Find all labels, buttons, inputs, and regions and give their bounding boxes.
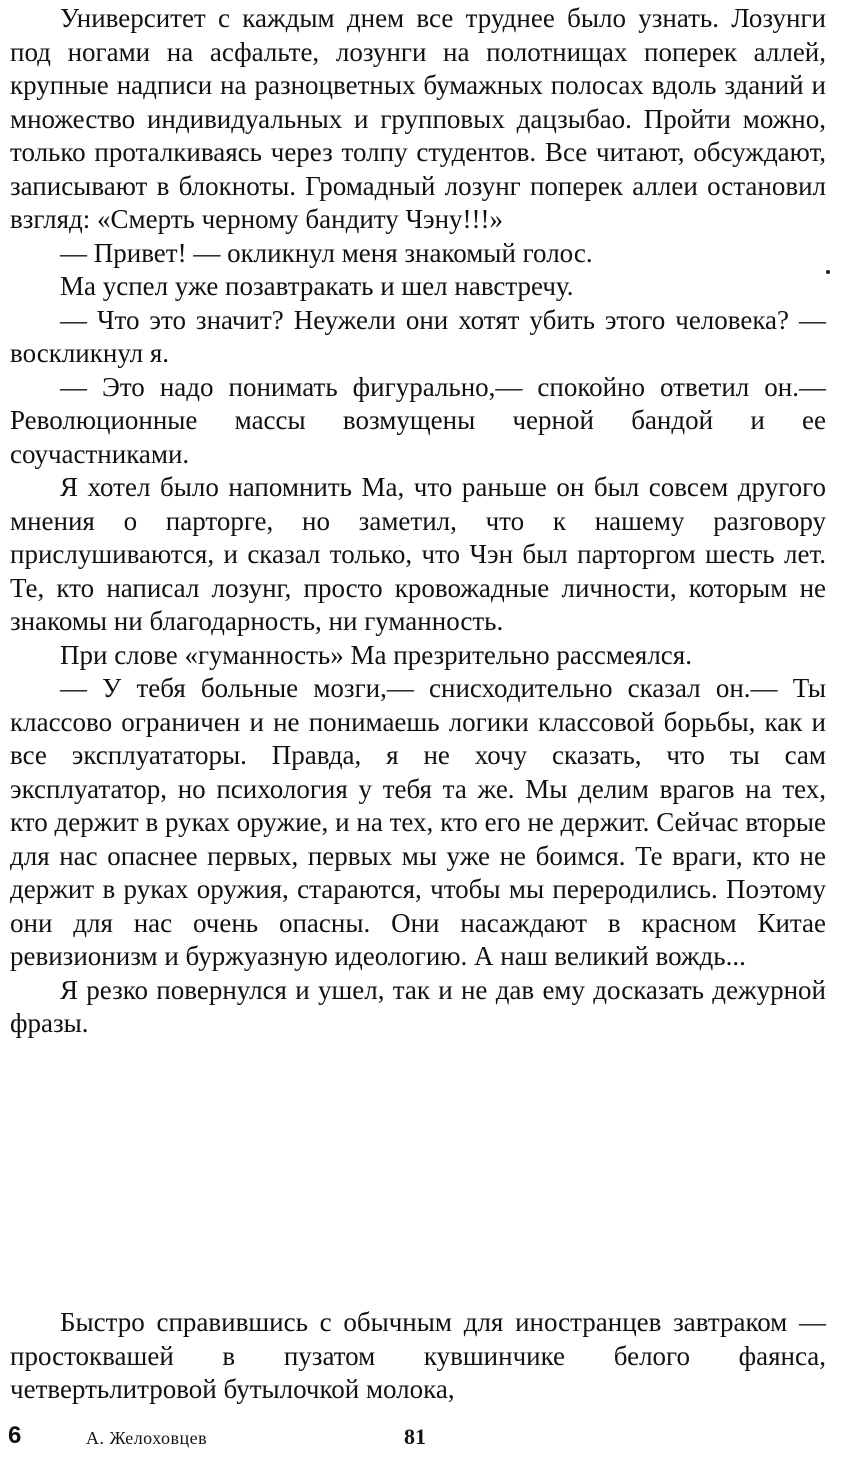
page-number: 81 (404, 1424, 426, 1449)
print-speck (826, 270, 830, 274)
paragraph: Университет с каждым днем все труднее было узнать. Лозунги под ногами на асфальте, лозунги на полотнищах поперек аллей, крупные надписи на разноцветных бумажных полосах вдоль зданий и множество индивидуальных и групповых дацзыбао. Пройти можно, только проталкиваясь через толпу студентов. Все читают, обсуждают, записывают в блокноты. Громадный лозунг поперек аллеи остановил взгляд: «Смерть черному бандиту Чэну!!!» (10, 3, 826, 234)
paragraph: Быстро справившись с обычным для иностранцев завтраком — простоквашей в пузатом кувшинчике белого фаянса, четвертьлитровой бутылочкой молока, (10, 1307, 826, 1404)
page-footer (0, 1422, 849, 1452)
signature-author: А. Желоховцев (86, 1428, 208, 1448)
paragraph: Я резко повернулся и ушел, так и не дав ему досказать дежурной фразы. (10, 974, 826, 1038)
paragraph: — Привет! — окликнул меня знакомый голос. (60, 237, 593, 268)
signature-number: 6 (8, 1422, 22, 1449)
next-section-text-block (10, 1306, 826, 1407)
paragraph: Я хотел было напомнить Ма, что раньше он был совсем другого мнения о парторге, но заметил, что к нашему разговору прислушиваются, и сказал только, что Чэн был парторгом шесть лет. Те, кто написал лозунг, просто кровожадные личности, которым не знакомы ни благодарность, ни гуманность. (10, 472, 826, 636)
paragraph: — Это надо понимать фигурально,— спокойно ответил он.— Революционные массы возмущены черной бандой и ее соучастниками. (10, 371, 826, 469)
paragraph: Ма успел уже позавтракать и шел навстречу. (60, 271, 574, 301)
paragraph: — Что это значит? Неужели они хотят убить этого человека? — воскликнул я. (10, 304, 826, 368)
main-text-block (10, 2, 826, 1041)
paragraph: — У тебя больные мозги,— снисходительно сказал он.— Ты классово ограничен и не понимаешь логики классовой борьбы, как и все эксплуататоры. Правда, я не хочу сказать, что ты сам эксплуататор, но психология у тебя та же. Мы делим врагов на тех, кто держит в руках оружие, и на тех, кто его не держит. Сейчас вторые для нас опаснее первых, первых мы уже не боимся. Те враги, кто не держит в руках оружия, стараются, чтобы мы переродились. Поэтому они для нас очень опасны. Они насаждают в красном Китае ревизионизм и буржуазную идеологию. А наш великий вождь... (10, 673, 826, 971)
paragraph: При слове «гуманность» Ма презрительно рассмеялся. (60, 639, 692, 670)
